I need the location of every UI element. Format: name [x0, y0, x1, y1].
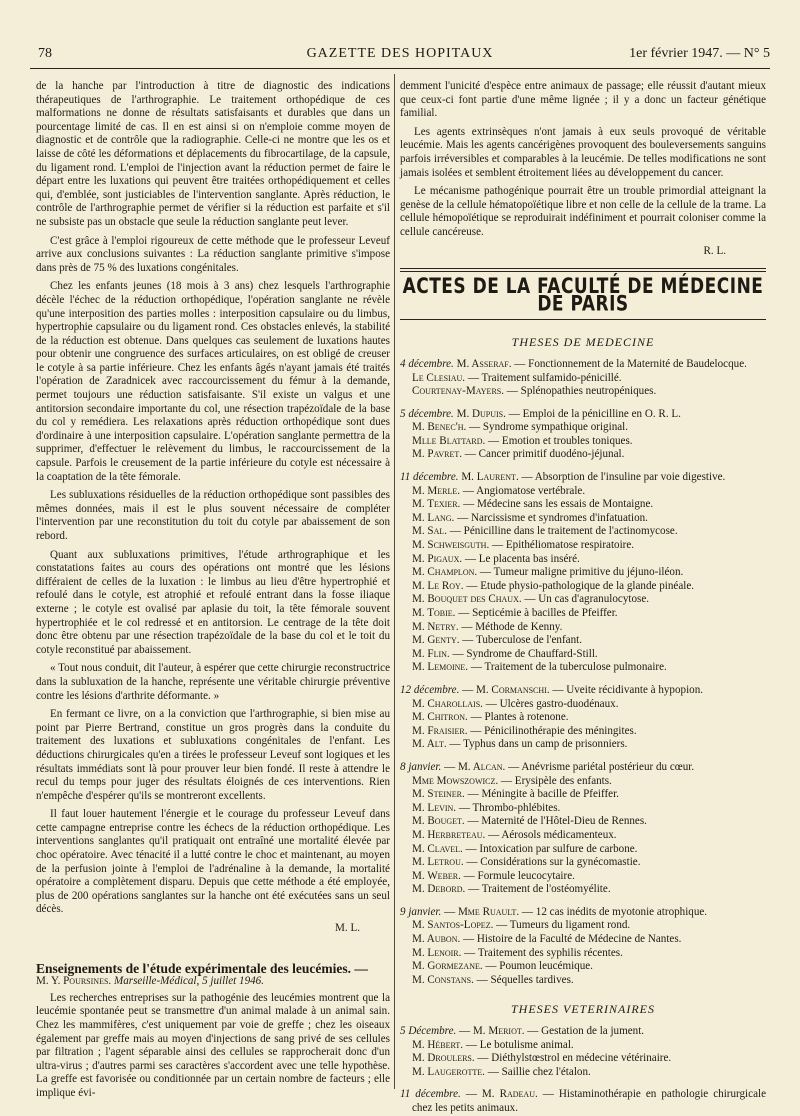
faculty-banner — [400, 268, 766, 320]
banner-rule — [400, 319, 766, 320]
theses-medecine-heading: THESES DE MEDECINE — [511, 335, 655, 350]
thesis-title: — Fonctionnement de la Maternité de Baudelocque. — [511, 357, 747, 370]
thesis-title: — Pénicilline dans le traitement de l'actinomycose. — [447, 525, 678, 538]
thesis-title: — Epithéliomatose respiratoire. — [489, 539, 635, 552]
thesis-title: — Méningite à bacille de Pfeiffer. — [464, 788, 619, 801]
paragraph: Le mécanisme pathogénique pourrait être un trouble primordial atteignant la genèse de la cellule hématopoïétique libre et non celle de la cellule de la trame. La cellule hémopoïétique se reproduirait indéfiniment et pourrait coloniser comme la cellule cancéreuse. — [400, 185, 766, 238]
thesis-author: M. Levin. — [412, 801, 457, 814]
thesis-entry — [400, 870, 766, 884]
thesis-date-entry — [400, 761, 766, 775]
paragraph: C'est grâce à l'emploi rigoureux de cette méthode que le professeur Leveuf arrive aux conclusions suivantes : La réduction sanglante primitive s'impose dans près de 75 % des luxations congénitales. — [36, 234, 390, 274]
thesis-entry — [400, 802, 766, 816]
thesis-author: M. Chitron. — [412, 711, 468, 724]
thesis-author: M. Weber. — [412, 869, 461, 882]
thesis-author: M. Pavret. — [412, 448, 462, 461]
thesis-title: — Considérations sur la gynécomastie. — [463, 856, 641, 869]
thesis-date-entry — [400, 358, 766, 372]
thesis-date: 5 décembre. — [400, 407, 454, 420]
thesis-title: — Syndrome sympathique original. — [466, 421, 629, 434]
thesis-title: — Typhus dans un camp de prisonniers. — [446, 738, 628, 751]
thesis-title: — Le botulisme animal. — [463, 1038, 574, 1051]
journal-title: GAZETTE DES HOPITAUX — [306, 46, 494, 61]
thesis-author: M. Merle. — [412, 484, 461, 497]
thesis-date: 4 décembre. — [400, 357, 454, 370]
issue-date: 1er février 1947. — N° 5 — [629, 46, 770, 61]
thesis-entry — [400, 553, 766, 567]
thesis-entry — [400, 974, 766, 988]
thesis-author: M. Steiner. — [412, 788, 465, 801]
thesis-title: — Tuberculose de l'enfant. — [459, 634, 583, 647]
thesis-author: — M. Radeau. — [465, 1088, 538, 1101]
thesis-entry — [400, 607, 766, 621]
thesis-title: — Saillie chez l'étalon. — [484, 1065, 591, 1078]
thesis-title: — Ulcères gastro-duodénaux. — [482, 697, 619, 710]
thesis-date-entry — [400, 471, 766, 485]
thesis-author: M. Debord. — [412, 883, 466, 896]
thesis-entry — [400, 711, 766, 725]
left-column — [36, 80, 390, 1106]
thesis-title: — Traitement des syphilis récentes. — [461, 946, 623, 959]
thesis-author: M. Bouquet des Chaux. — [412, 593, 522, 606]
thesis-title: — Tumeurs du ligament rond. — [493, 919, 631, 932]
paragraph: « Tout nous conduit, dit l'auteur, à espérer que cette chirurgie reconstructrice dans la subluxation de la hanche, représente une véritable chirurgie préventive contre les lésions d'arthrite déformante. » — [36, 662, 390, 702]
theses-veterinaires-heading: THESES VETERINAIRES — [511, 1002, 655, 1017]
thesis-author: M. Le Roy. — [412, 579, 464, 592]
thesis-author: M. Alt. — [412, 738, 447, 751]
thesis-author: Mlle Blattard. — [412, 434, 486, 447]
thesis-title: — Cancer primitif duodéno-jéjunal. — [462, 448, 625, 461]
thesis-entry — [400, 372, 766, 386]
thesis-author: M. Benec'h. — [412, 421, 467, 434]
thesis-author: M. Flin. — [412, 647, 450, 660]
thesis-entry — [400, 525, 766, 539]
thesis-title: — Septicémie à bacilles de Pfeiffer. — [455, 607, 618, 619]
thesis-author: M. Lenoir. — [412, 946, 462, 959]
thesis-title: — Histoire de la Faculté de Médecine de Nantes. — [460, 933, 682, 946]
thesis-author: M. Laurent. — [461, 471, 519, 484]
thesis-author: Le Clesiau. — [412, 371, 466, 384]
thesis-entry — [400, 661, 766, 675]
paragraph: Chez les enfants jeunes (18 mois à 3 ans) chez lesquels l'arthrographie décèle l'échec de la réduction orthopédique, l'opération sanglante ne révèle qu'une interposition des parties molles : interposition capsulaire ou du limbus, hypertrophie capsulaire ou du ligament rond. Ces obstacles enlevés, la stabilité de la réduction est obtenue. Dans quelques cas seulement de luxations hautes pour obtenir une congruence des surfaces articulaires, on est obligé de creuser le cotyle à sa partie inférieure. Chez les enfants âgés n'ayant jamais été traités l'opération de Zaradnicek avec raccourcissement du fémur à la demande, permet toujours une réduction satisfaisante. S'il existe un valgus et une antitorsion secondaire importante du col, une résection trapézoïdale de la base du col y remédiera. Les relaxations après réduction orthopédique sont dues d'ordinaire à une interposition capsulaire. L'opération sanglante permettra de la supprimer, d'effectuer le relèvement du limbus, le raccourcissement de la capsule. Parfois le creusement de la partie inférieure du cotyle est nécessaire à la coaptation de la tête fémorale. — [36, 280, 390, 483]
thesis-title: — Médecine sans les essais de Montaigne. — [460, 498, 654, 511]
paragraph: Il faut louer hautement l'énergie et le courage du professeur Leveuf dans cette campagne entreprise contre les échecs de la réduction orthopédique. Les interventions sanglantes qu'il pratiquait ont entraîné une mortalité élevée par choc opératoire. Avec ténacité il a lutté contre le choc et maintenant, au moyen de la perfusion jointe à l'emploi de l'adrénaline à la demande, la mortalité opératoire a complètement disparu. Depuis que cette méthode a été employée, plus de 200 opérations sanglantes sur la hanche ont été exécutées sans un seul décès. — [36, 808, 390, 916]
thesis-author: M. Texier. — [412, 498, 461, 511]
thesis-entry — [400, 435, 766, 449]
page-header — [30, 46, 770, 66]
thesis-entry — [400, 385, 766, 399]
paragraph: Les agents extrinsèques n'ont jamais à eux seuls provoqué de véritable leucémie. Mais les agents cancérigènes provoquent des bouleversements sanguins parfois irréversibles et comparables à la leucémie. De telles modifications ne sont jamais isolées et semblent étroitement liées au développement du cancer. — [400, 125, 766, 179]
thesis-author: M. Herbreteau. — [412, 828, 486, 841]
thesis-entry — [400, 815, 766, 829]
thesis-date: 5 Décembre. — [400, 1025, 457, 1038]
thesis-entry — [400, 566, 766, 580]
thesis-date-entry — [400, 684, 766, 698]
thesis-entry — [400, 593, 766, 607]
thesis-author: M. Genty. — [412, 634, 460, 647]
paragraph: Les subluxations résiduelles de la réduction orthopédique sont passibles des mêmes données, mais il est le plus souvent nécessaire de compléter l'intervention par une reconstitution du toit du cotyle par abaissement de son rebord. — [36, 489, 390, 542]
thesis-title: — Poumon leucémique. — [482, 960, 593, 973]
thesis-author: M. Champlon. — [412, 566, 478, 579]
thesis-author: M. Asseraf. — [456, 357, 512, 370]
review-signature: M. L. — [335, 922, 360, 935]
thesis-date: 8 janvier. — [400, 760, 442, 773]
thesis-title: — Syndrome de Chauffard-Still. — [449, 647, 598, 660]
thesis-author: Mme Mowszowicz. — [412, 774, 499, 787]
header-rule — [30, 68, 770, 69]
thesis-date: 11 décembre. — [400, 471, 459, 484]
thesis-date-entry — [400, 1025, 766, 1039]
thesis-entry — [400, 634, 766, 648]
thesis-title: — Gestation de la jument. — [524, 1025, 645, 1038]
thesis-date-entry — [400, 408, 766, 422]
thesis-author: M. Pigaux. — [412, 552, 463, 565]
thesis-author: M. Clavel. — [412, 842, 463, 855]
section-source: Marseille-Médical, 5 juillet 1946. — [111, 975, 265, 988]
thesis-date: 12 décembre. — [400, 683, 460, 696]
banner-title: ACTES DE LA FACULTÉ DE MÉDECINE DE PARIS — [402, 274, 764, 317]
thesis-author: M. Lemoine. — [412, 661, 469, 674]
thesis-entry — [400, 725, 766, 739]
thesis-entry — [400, 698, 766, 712]
thesis-date-entry — [400, 906, 766, 920]
review-signature: R. L. — [703, 244, 726, 257]
thesis-entry — [400, 883, 766, 897]
thesis-title: — Narcissisme et syndromes d'infatuation. — [454, 511, 648, 524]
thesis-title: — Aérosols médicamenteux. — [485, 828, 617, 841]
thesis-author: M. Charollais. — [412, 697, 483, 710]
thesis-author: M. Santos-Lopez. — [412, 919, 494, 932]
thesis-author: — M. Alcan. — [444, 760, 506, 773]
thesis-author: M. Sal. — [412, 525, 448, 538]
thesis-entry — [400, 421, 766, 435]
thesis-author: M. Constans. — [412, 973, 474, 986]
thesis-author: M. Schweisguth. — [412, 539, 490, 552]
thesis-date-entry — [400, 1088, 766, 1115]
thesis-entry — [400, 788, 766, 802]
thesis-title: — Splénopathies neutropéniques. — [504, 385, 657, 398]
thesis-entry — [400, 960, 766, 974]
thesis-entry — [400, 448, 766, 462]
thesis-entry — [400, 1052, 766, 1066]
paragraph: demment l'unicité d'espèce entre animaux de passage; elle réussit d'autant mieux que ceux-ci font partie d'une même lignée ; il y a donc un facteur génétique familial. — [400, 80, 766, 120]
thesis-entry — [400, 498, 766, 512]
thesis-title: — Emotion et troubles toniques. — [485, 434, 633, 447]
thesis-entry — [400, 648, 766, 662]
thesis-author: M. Letrou. — [412, 856, 464, 869]
section-author: M. Y. Poursines. — [36, 975, 112, 988]
thesis-title: — Histaminothérapie en pathologie chirurgicale chez les petits animaux. — [412, 1088, 766, 1114]
page-number: 78 — [38, 46, 52, 61]
thesis-title: — Pénicilinothérapie des méningites. — [467, 724, 637, 737]
thesis-entry — [400, 829, 766, 843]
thesis-author: M. Dupuis. — [456, 407, 506, 420]
thesis-title: — Tumeur maligne primitive du jéjuno-iléon. — [477, 566, 684, 579]
thesis-entry — [400, 919, 766, 933]
thesis-entry — [400, 485, 766, 499]
thesis-entry — [400, 775, 766, 789]
theses-veterinaires-list — [400, 1025, 766, 1116]
thesis-entry — [400, 539, 766, 553]
thesis-title: — 12 cas inédits de myotonie atrophique. — [519, 905, 708, 918]
thesis-title: — Un cas d'agranulocytose. — [521, 593, 650, 606]
thesis-entry — [400, 856, 766, 870]
thesis-title: — Formule leucocytaire. — [460, 869, 575, 882]
thesis-title: — Thrombo-phlébites. — [456, 801, 561, 814]
thesis-author: Courtenay-Mayers. — [412, 385, 505, 398]
thesis-title: — Le placenta bas inséré. — [462, 552, 580, 565]
thesis-entry — [400, 1066, 766, 1080]
thesis-entry — [400, 621, 766, 635]
thesis-author: — Mme Ruault. — [444, 905, 520, 918]
thesis-title: — Traitement de l'ostéomyélite. — [465, 883, 611, 896]
thesis-title: — Uveite récidivante à hypopion. — [549, 683, 704, 696]
thesis-title: — Angiomatose vertébrale. — [460, 484, 586, 497]
thesis-title: — Séquelles tardives. — [473, 973, 574, 986]
thesis-author: — M. Meriot. — [459, 1025, 525, 1038]
thesis-author: M. Tobie. — [412, 607, 456, 619]
thesis-entry — [400, 933, 766, 947]
thesis-author: M. Lang. — [412, 511, 455, 524]
thesis-date: 11 décembre. — [400, 1088, 461, 1101]
paragraph: Les recherches entreprises sur la pathogénie des leucémies montrent que la leucémie spontanée peut se transmettre d'un animal malade à un animal sain. Chez les mammifères, c'est uniquement par voie de greffe ; chez les oiseaux également par greffe mais au moyen d'injections de sang privé de ses cellules par filtration ; l'agent séparable ainsi des cellules se rapprocherait donc d'un ultra-virus ; d'autres parmi ses caractères s'accordent avec une telle hypothèse. La greffe est favorisée ou conditionnée par un certain nombre de facteurs ; elle implique évi- — [36, 991, 390, 1099]
paragraph: de la hanche par l'introduction à titre de diagnostic des indications thérapeutiques de l'arthrographie. Le traitement orthopédique de ces malformations ne donne de résultats satisfaisants et durables que dans un pourcentage limité de cas. Il en est ainsi si on n'emploie comme moyen de diagnostic et de contrôle que la radiographie. Celle-ci ne montre que les os et laisse de côté les déformations et déplacements du fibrocartilage, de la capsule, du ligament rond. L'emploi de l'injection avant la réduction permet de faire le départ entre les luxations qui peuvent être traitées orthopédiquement et celles qui, d'emblée, sont justiciables de l'intervention sanglante. Après réduction, le contrôle de l'arthrographie permet de vérifier si la réduction est parfaite et s'il ne subsiste pas un obstacle que seule la réduction sanglante peut lever. — [36, 80, 390, 228]
thesis-title: — Plantes à rotenone. — [467, 711, 569, 724]
thesis-title: — Maternité de l'Hôtel-Dieu de Rennes. — [464, 815, 647, 828]
thesis-title: — Traitement sulfamido-pénicillé. — [465, 371, 622, 384]
thesis-entry — [400, 512, 766, 526]
section-title: Enseignements de l'étude expérimentale des leucémies. — — [36, 960, 368, 976]
thesis-title: — Anévrisme pariétal postérieur du cœur. — [505, 760, 695, 773]
thesis-author: M. Droulers. — [412, 1052, 475, 1065]
column-divider — [394, 74, 395, 1089]
thesis-entry — [400, 580, 766, 594]
thesis-date: 9 janvier. — [400, 905, 442, 918]
thesis-author: M. Aubon. — [412, 933, 461, 946]
paragraph: Quant aux subluxations primitives, l'étude arthrographique et les constatations faites au cours des opérations ont montré que les lésions différaient de celles de la luxation : le limbus au lieu d'être hypertrophié et refoulé dans le cotyle, est atrophié et refoulé entrant dans la fosse iliaque externe ; le cotyle est ovalisé par aplasie du toit, la tête fémorale souvent hypertrophiée et le col redressé et en antitorsion. Le centrage de la tête doit donc être obtenu par une résection trapézoïdale de la base du col et le toit du cotyle reconstitué par abaissement. — [36, 548, 390, 656]
thesis-author: M. Bouget. — [412, 815, 465, 828]
thesis-entry — [400, 947, 766, 961]
right-column — [400, 80, 766, 1116]
thesis-entry — [400, 843, 766, 857]
thesis-author: M. Gormezane. — [412, 960, 483, 973]
thesis-author: M. Netry. — [412, 620, 459, 633]
thesis-author: M. Hébert. — [412, 1038, 464, 1051]
thesis-title: — Intoxication par sulfure de carbone. — [462, 842, 638, 855]
theses-medecine-list — [400, 358, 766, 988]
thesis-author: M. Fraisier. — [412, 724, 468, 737]
thesis-author: M. Laugerotte. — [412, 1065, 485, 1078]
thesis-title: — Absorption de l'insuline par voie digestive. — [518, 471, 726, 484]
thesis-title: — Erysipèle des enfants. — [498, 774, 612, 787]
paragraph: En fermant ce livre, on a la conviction que l'arthrographie, si bien mise au point par Pierre Bertrand, constitue un gros progrès dans la conduite du traitement des luxations et subluxations congénitales de l'enfant. Les déductions chirurgicales qu'en a tirées le professeur Leveuf sont logiques et les résultats immédiats sont là pour prouver leur bien fondé. Il reste à attendre le recul du temps pour juger des résultats éloignés de ces interventions. Rien n'empêche d'espérer qu'ils se montreront excellents. — [36, 708, 390, 802]
thesis-title: — Méthode de Kenny. — [458, 620, 563, 633]
section-source-line — [36, 975, 390, 989]
thesis-title: — Diéthylstœstrol en médecine vétérinaire. — [474, 1052, 672, 1065]
thesis-entry — [400, 1039, 766, 1053]
thesis-entry — [400, 738, 766, 752]
thesis-title: — Emploi de la pénicilline en O. R. L. — [505, 407, 681, 420]
thesis-title: — Traitement de la tuberculose pulmonaire. — [468, 661, 667, 674]
thesis-author: — M. Cormanschi. — [462, 683, 550, 696]
thesis-title: — Etude physio-pathologique de la glande pinéale. — [463, 579, 695, 592]
